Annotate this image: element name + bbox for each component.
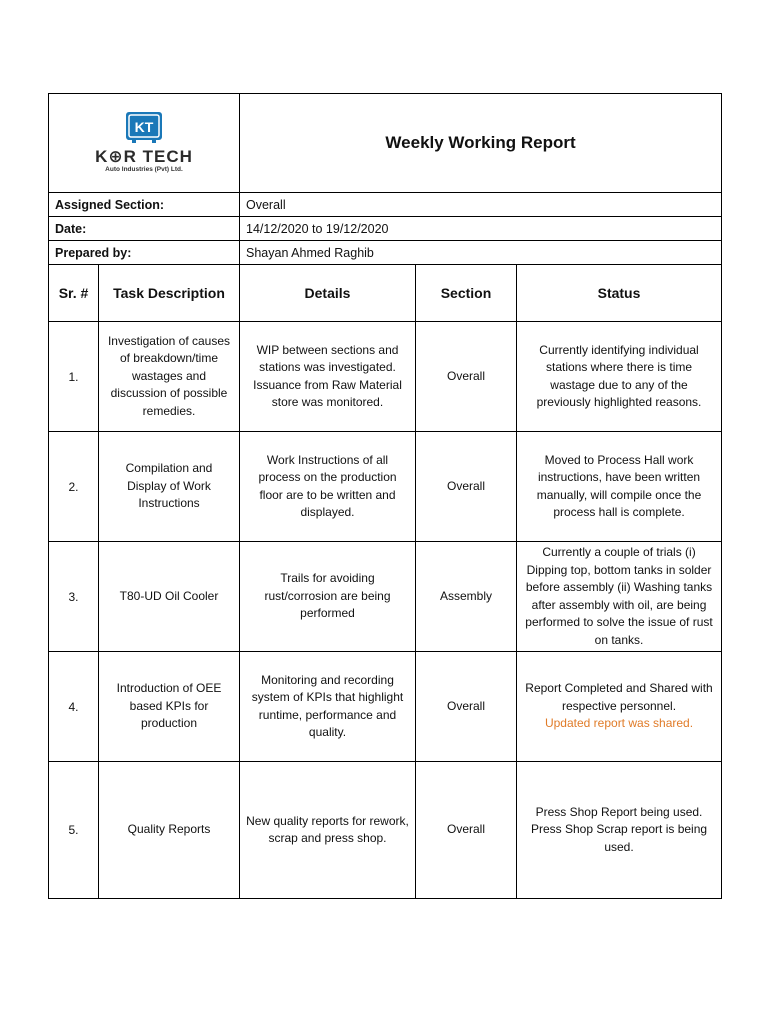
assigned-section-label: Assigned Section: xyxy=(49,193,240,217)
row-task: Introduction of OEE based KPIs for production xyxy=(99,652,240,762)
status-text: Currently a couple of trials (i) Dipping top, bottom tanks in solder before assembly (ii) Washing tanks after assembly with oil, are being performed to solve the issue of rust on tanks. xyxy=(525,545,713,647)
company-name: K⊕R TECH xyxy=(95,146,193,166)
table-row xyxy=(49,762,722,899)
row-details: Monitoring and recording system of KPIs that highlight runtime, performance and quality. xyxy=(240,652,416,762)
svg-text:KT: KT xyxy=(134,118,154,135)
column-header-status: Status xyxy=(517,265,722,322)
table-row xyxy=(49,432,722,542)
status-note: Updated report was shared. xyxy=(544,716,694,731)
row-task: Quality Reports xyxy=(99,762,240,899)
logo-cell xyxy=(49,94,240,193)
row-sr: 3. xyxy=(49,542,99,652)
assigned-section-value: Overall xyxy=(240,193,722,217)
report-title: Weekly Working Report xyxy=(240,94,722,193)
row-sr: 1. xyxy=(49,322,99,432)
row-status xyxy=(517,652,722,762)
status-text: Report Completed and Shared with respective personnel. xyxy=(525,681,713,713)
table-row xyxy=(49,542,722,652)
prepared-by-label: Prepared by: xyxy=(49,241,240,265)
row-section: Overall xyxy=(416,762,517,899)
row-status xyxy=(517,762,722,899)
row-details: Trails for avoiding rust/corrosion are being performed xyxy=(240,542,416,652)
row-task: Compilation and Display of Work Instructions xyxy=(99,432,240,542)
company-logo xyxy=(95,111,193,174)
row-section: Assembly xyxy=(416,542,517,652)
column-header-details: Details xyxy=(240,265,416,322)
row-status xyxy=(517,542,722,652)
row-status xyxy=(517,322,722,432)
status-text: Press Shop Report being used. Press Shop Scrap report is being used. xyxy=(530,804,708,854)
prepared-by-value: Shayan Ahmed Raghib xyxy=(240,241,722,265)
row-sr: 5. xyxy=(49,762,99,899)
column-header-section: Section xyxy=(416,265,517,322)
row-details: WIP between sections and stations was investigated. Issuance from Raw Material store was monitored. xyxy=(240,322,416,432)
date-value: 14/12/2020 to 19/12/2020 xyxy=(240,217,722,241)
row-task: Investigation of causes of breakdown/time wastages and discussion of possible remedies. xyxy=(99,322,240,432)
column-header-sr: Sr. # xyxy=(49,265,99,322)
status-text: Currently identifying individual stations where there is time wastage due to any of the previously highlighted reasons. xyxy=(536,342,702,409)
company-subtitle: Auto Industries (Pvt) Ltd. xyxy=(105,165,183,173)
weekly-report-table xyxy=(48,93,722,899)
row-sr: 2. xyxy=(49,432,99,542)
row-section: Overall xyxy=(416,432,517,542)
row-section: Overall xyxy=(416,322,517,432)
row-details: New quality reports for rework, scrap and press shop. xyxy=(240,762,416,899)
column-header-task: Task Description xyxy=(99,265,240,322)
table-row xyxy=(49,322,722,432)
row-sr: 4. xyxy=(49,652,99,762)
row-section: Overall xyxy=(416,652,517,762)
row-status xyxy=(517,432,722,542)
date-label: Date: xyxy=(49,217,240,241)
status-text: Moved to Process Hall work instructions, have been written manually, will compile once the process hall is complete. xyxy=(536,452,702,519)
kt-logo-icon xyxy=(124,111,164,143)
row-details: Work Instructions of all process on the production floor are to be written and displayed. xyxy=(240,432,416,542)
table-row xyxy=(49,652,722,762)
row-task: T80-UD Oil Cooler xyxy=(99,542,240,652)
